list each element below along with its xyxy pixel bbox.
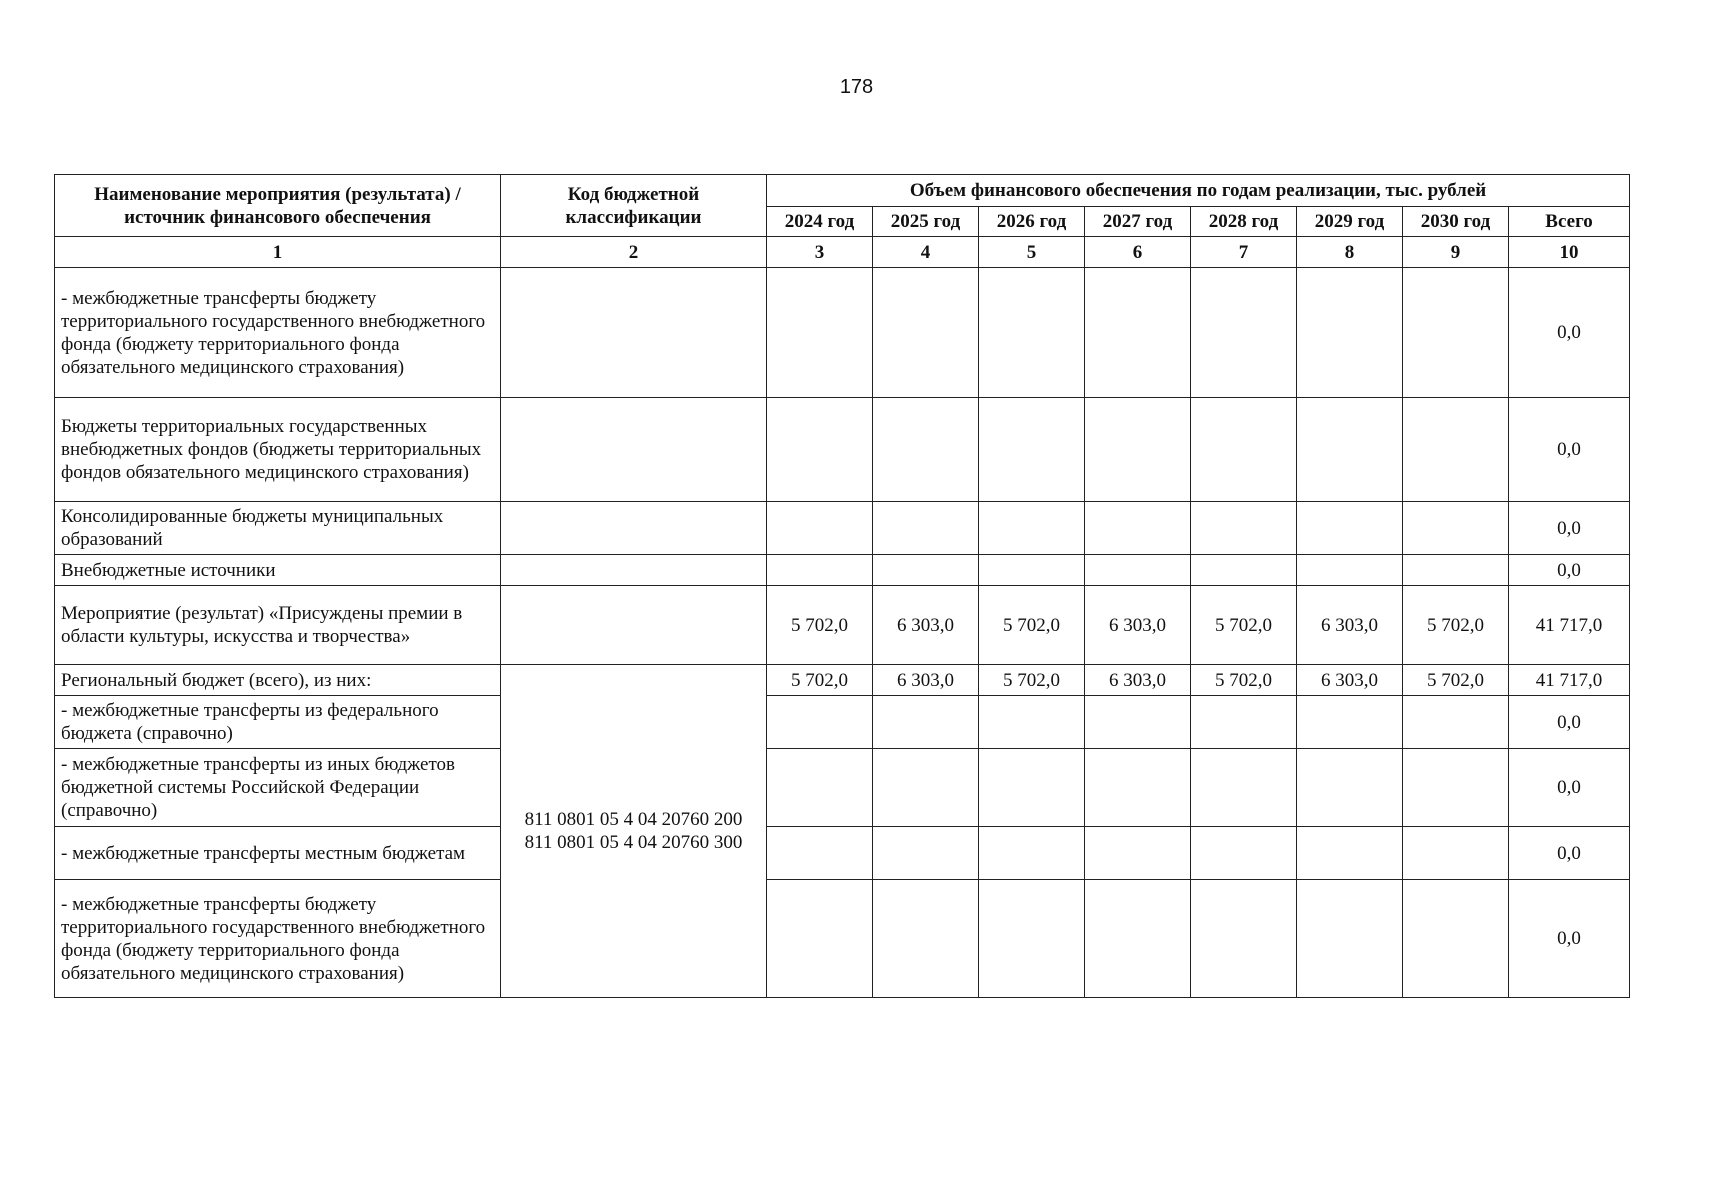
row-name: - межбюджетные трансферты местным бюджетам — [55, 827, 501, 880]
row-value — [1085, 555, 1191, 586]
column-index: 8 — [1297, 237, 1403, 268]
row-value: 6 303,0 — [1297, 586, 1403, 665]
row-total: 41 717,0 — [1509, 586, 1630, 665]
table-row — [55, 555, 1630, 586]
header-year: 2028 год — [1191, 207, 1297, 237]
table-row — [55, 268, 1630, 398]
row-value — [1297, 880, 1403, 998]
header-year: 2027 год — [1085, 207, 1191, 237]
row-value — [873, 398, 979, 502]
header-name: Наименование мероприятия (результата) / источник финансового обеспечения — [55, 175, 501, 237]
row-value — [767, 398, 873, 502]
row-value — [1297, 749, 1403, 827]
column-index: 4 — [873, 237, 979, 268]
row-total: 41 717,0 — [1509, 665, 1630, 696]
header-volume: Объем финансового обеспечения по годам реализации, тыс. рублей — [767, 175, 1630, 207]
row-value: 6 303,0 — [873, 665, 979, 696]
row-total: 0,0 — [1509, 827, 1630, 880]
row-value — [1297, 268, 1403, 398]
row-value: 6 303,0 — [1085, 665, 1191, 696]
table-row — [55, 398, 1630, 502]
row-value — [1403, 555, 1509, 586]
row-code — [501, 268, 767, 398]
row-value — [1191, 555, 1297, 586]
row-value — [1191, 749, 1297, 827]
table-row — [55, 827, 1630, 880]
row-value — [767, 502, 873, 555]
column-index: 2 — [501, 237, 767, 268]
row-value — [1085, 398, 1191, 502]
table-row — [55, 749, 1630, 827]
row-value: 5 702,0 — [979, 586, 1085, 665]
row-value — [979, 398, 1085, 502]
row-value — [979, 555, 1085, 586]
budget-code-line: 811 0801 05 4 04 20760 300 — [524, 832, 743, 853]
row-value — [873, 880, 979, 998]
row-value — [1403, 398, 1509, 502]
row-value — [1403, 749, 1509, 827]
row-value — [1085, 827, 1191, 880]
row-value — [1403, 502, 1509, 555]
row-name: - межбюджетные трансферты бюджету территориального государственного внебюджетного фонда (бюджету территориального фонда обязательного медицинского страхования) — [55, 880, 501, 998]
row-value — [1191, 502, 1297, 555]
row-value — [873, 555, 979, 586]
row-name: Внебюджетные источники — [55, 555, 501, 586]
row-value — [1191, 696, 1297, 749]
row-value — [1085, 880, 1191, 998]
row-value — [979, 502, 1085, 555]
row-total: 0,0 — [1509, 502, 1630, 555]
header-year: 2024 год — [767, 207, 873, 237]
column-index: 3 — [767, 237, 873, 268]
table-row — [55, 880, 1630, 998]
row-value — [1297, 696, 1403, 749]
table-row — [55, 665, 1630, 696]
column-index: 7 — [1191, 237, 1297, 268]
table-row — [55, 586, 1630, 665]
row-total: 0,0 — [1509, 398, 1630, 502]
row-value — [1403, 880, 1509, 998]
row-code — [501, 398, 767, 502]
row-value — [1297, 827, 1403, 880]
row-value — [767, 827, 873, 880]
row-value: 5 702,0 — [1403, 586, 1509, 665]
row-name: - межбюджетные трансферты бюджету территориального государственного внебюджетного фонда (бюджету территориального фонда обязательного медицинского страхования) — [55, 268, 501, 398]
row-value: 5 702,0 — [1403, 665, 1509, 696]
header-year: 2030 год — [1403, 207, 1509, 237]
row-value — [767, 696, 873, 749]
row-value — [1403, 827, 1509, 880]
header-year: 2025 год — [873, 207, 979, 237]
row-value — [767, 749, 873, 827]
row-value — [873, 749, 979, 827]
row-value — [1085, 749, 1191, 827]
column-index: 5 — [979, 237, 1085, 268]
row-value — [1297, 398, 1403, 502]
row-value — [1191, 827, 1297, 880]
row-value: 6 303,0 — [873, 586, 979, 665]
row-value — [1403, 696, 1509, 749]
row-value — [979, 749, 1085, 827]
row-value: 5 702,0 — [1191, 586, 1297, 665]
row-code — [501, 555, 767, 586]
budget-code-line: 811 0801 05 4 04 20760 200 — [524, 809, 743, 830]
row-name: Консолидированные бюджеты муниципальных образований — [55, 502, 501, 555]
header-code: Код бюджетной классификации — [501, 175, 767, 237]
table-row — [55, 502, 1630, 555]
row-value — [1085, 502, 1191, 555]
row-value: 5 702,0 — [767, 586, 873, 665]
row-value — [767, 880, 873, 998]
header-year: 2026 год — [979, 207, 1085, 237]
row-value — [873, 502, 979, 555]
row-total: 0,0 — [1509, 696, 1630, 749]
row-value — [979, 696, 1085, 749]
row-name: Бюджеты территориальных государственных внебюджетных фондов (бюджеты территориальных фондов обязательного медицинского страхования) — [55, 398, 501, 502]
column-index: 1 — [55, 237, 501, 268]
column-index: 6 — [1085, 237, 1191, 268]
row-value — [979, 880, 1085, 998]
row-value — [873, 268, 979, 398]
merged-code-cell — [501, 665, 767, 998]
row-value — [979, 827, 1085, 880]
row-value: 6 303,0 — [1297, 665, 1403, 696]
row-value — [873, 827, 979, 880]
row-value: 5 702,0 — [767, 665, 873, 696]
row-value: 5 702,0 — [979, 665, 1085, 696]
row-total: 0,0 — [1509, 268, 1630, 398]
row-value — [1191, 398, 1297, 502]
row-value — [767, 555, 873, 586]
row-value — [979, 268, 1085, 398]
financing-table — [54, 174, 1630, 998]
row-value — [873, 696, 979, 749]
row-value — [1403, 268, 1509, 398]
row-code — [501, 586, 767, 665]
column-index: 10 — [1509, 237, 1630, 268]
row-name: Мероприятие (результат) «Присуждены премии в области культуры, искусства и творчества» — [55, 586, 501, 665]
row-value: 6 303,0 — [1085, 586, 1191, 665]
row-value — [1297, 502, 1403, 555]
row-name: Региональный бюджет (всего), из них: — [55, 665, 501, 696]
row-value: 5 702,0 — [1191, 665, 1297, 696]
row-value — [767, 268, 873, 398]
page-number: 178 — [839, 76, 874, 98]
row-total: 0,0 — [1509, 880, 1630, 998]
row-value — [1085, 696, 1191, 749]
row-value — [1191, 880, 1297, 998]
header-year: 2029 год — [1297, 207, 1403, 237]
row-name: - межбюджетные трансферты из федерального бюджета (справочно) — [55, 696, 501, 749]
row-total: 0,0 — [1509, 555, 1630, 586]
table-row — [55, 696, 1630, 749]
row-value — [1191, 268, 1297, 398]
row-value — [1085, 268, 1191, 398]
row-total: 0,0 — [1509, 749, 1630, 827]
row-value — [1297, 555, 1403, 586]
column-index: 9 — [1403, 237, 1509, 268]
row-code — [501, 502, 767, 555]
row-name: - межбюджетные трансферты из иных бюджетов бюджетной системы Российской Федерации (справочно) — [55, 749, 501, 827]
header-total: Всего — [1509, 207, 1630, 237]
